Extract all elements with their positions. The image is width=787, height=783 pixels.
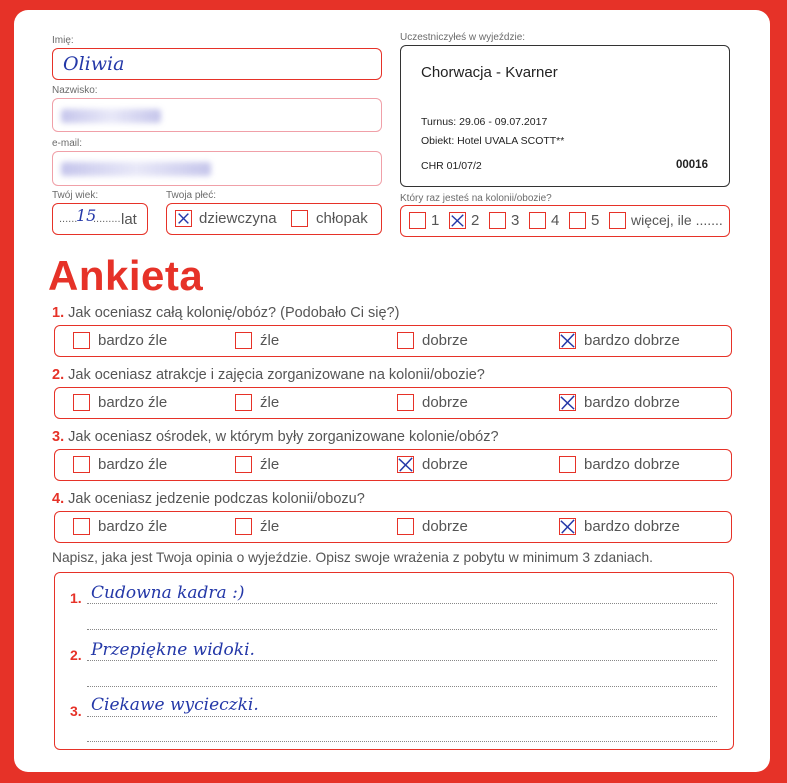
trip-obiekt: Obiekt: Hotel UVALA SCOTT** [421,135,565,147]
times-field [400,205,730,237]
trip-title: Chorwacja - Kvarner [421,64,558,81]
question-3-text [52,429,499,445]
times-3-label: 3 [511,212,520,229]
answer-3-number: 3. [70,703,82,719]
question-1-option-1-label: bardzo źle [98,332,168,349]
trip-turnus: Turnus: 29.06 - 09.07.2017 [421,116,548,128]
question-1-option-2-label: źle [260,332,280,349]
first-name-label: Imię: [52,35,74,46]
question-3-option-2-checkbox[interactable] [235,456,252,473]
trip-code: CHR 01/07/2 [421,160,482,172]
gender-boy-checkbox[interactable] [291,210,308,227]
question-3-option-1-label: bardzo źle [98,456,168,473]
age-unit: lat [121,211,137,228]
opinion-box[interactable] [54,572,734,750]
question-1-number: 1. [52,305,65,321]
trip-box [400,45,730,187]
question-3-options [54,449,732,481]
question-4-label: Jak oceniasz jedzenie podczas kolonii/obozu? [68,491,365,507]
email-field[interactable] [52,151,382,186]
check-mark-icon [560,519,575,534]
question-2-option-2-label: źle [260,394,280,411]
question-2-option-3-label: dobrze [422,394,468,411]
answer-line [87,660,717,661]
redacted-email [61,162,211,176]
check-mark-icon [560,333,575,348]
question-3-option-3-label: dobrze [422,456,468,473]
question-2-option-1-label: bardzo źle [98,394,168,411]
survey-heading: Ankieta [48,252,204,299]
question-1-label: Jak oceniasz całą kolonię/obóz? (Podobało Ci się?) [68,305,400,321]
redacted-last-name [61,109,161,123]
question-2-label: Jak oceniasz atrakcje i zajęcia zorganizowane na kolonii/obozie? [68,367,485,383]
question-2-text [52,367,485,383]
question-4-option-2-label: źle [260,518,280,535]
answer-line [87,716,717,717]
times-4-checkbox[interactable] [529,212,546,229]
answer-line [87,629,717,630]
question-1-option-3-label: dobrze [422,332,468,349]
question-4-option-3-label: dobrze [422,518,468,535]
question-4-option-1-label: bardzo źle [98,518,168,535]
question-2-option-3-checkbox[interactable] [397,394,414,411]
question-2-options [54,387,732,419]
age-dots-left: ...... [59,213,78,225]
gender-girl-checkbox[interactable] [175,210,192,227]
age-field[interactable] [52,203,148,235]
question-4-text [52,491,365,507]
question-3-option-2-label: źle [260,456,280,473]
question-2-option-1-checkbox[interactable] [73,394,90,411]
opinion-prompt: Napisz, jaka jest Twoja opinia o wyjeździe. Opisz swoje wrażenia z pobytu w minimum 3 zdaniach. [52,550,653,565]
question-2-number: 2. [52,367,65,383]
question-3-option-1-checkbox[interactable] [73,456,90,473]
trip-label: Uczestniczyłeś w wyjeździe: [400,32,526,43]
question-3-option-4-checkbox[interactable] [559,456,576,473]
last-name-field[interactable] [52,98,382,132]
question-3-number: 3. [52,429,65,445]
gender-girl-label: dziewczyna [199,210,277,227]
question-1-option-1-checkbox[interactable] [73,332,90,349]
question-1-text [52,305,399,321]
question-1-option-2-checkbox[interactable] [235,332,252,349]
question-3-option-4-label: bardzo dobrze [584,456,680,473]
answer-1-number: 1. [70,590,82,606]
email-label: e-mail: [52,138,83,149]
answer-1-text: Cudowna kadra :) [91,583,245,603]
age-label: Twój wiek: [52,190,99,201]
answer-2-number: 2. [70,647,82,663]
question-1-option-4-label: bardzo dobrze [584,332,680,349]
check-mark-icon [450,213,465,228]
survey-sheet [14,10,770,772]
times-more-checkbox[interactable] [609,212,626,229]
question-2-option-2-checkbox[interactable] [235,394,252,411]
gender-field [166,203,382,235]
times-3-checkbox[interactable] [489,212,506,229]
times-2-label: 2 [471,212,480,229]
gender-label: Twoja płeć: [166,190,217,201]
answer-3-text: Ciekawe wycieczki. [91,695,259,715]
question-4-number: 4. [52,491,65,507]
times-label: Który raz jesteś na kolonii/obozie? [400,193,552,204]
times-1-checkbox[interactable] [409,212,426,229]
times-5-checkbox[interactable] [569,212,586,229]
answer-line [87,603,717,604]
age-value: 15 [76,206,97,225]
times-2-checkbox[interactable] [449,212,466,229]
check-mark-icon [398,457,413,472]
times-5-label: 5 [591,212,600,229]
question-1-option-3-checkbox[interactable] [397,332,414,349]
check-mark-icon [560,395,575,410]
check-mark-icon [176,211,191,226]
question-1-option-4-checkbox[interactable] [559,332,576,349]
first-name-value: Oliwia [63,53,125,75]
question-1-options [54,325,732,357]
question-4-option-2-checkbox[interactable] [235,518,252,535]
last-name-label: Nazwisko: [52,85,98,96]
first-name-field[interactable] [52,48,382,80]
question-3-option-3-checkbox[interactable] [397,456,414,473]
answer-line [87,741,717,742]
times-4-label: 4 [551,212,560,229]
gender-boy-label: chłopak [316,210,368,227]
question-4-options [54,511,732,543]
question-4-option-4-label: bardzo dobrze [584,518,680,535]
answer-2-text: Przepiękne widoki. [91,640,255,660]
answer-line [87,686,717,687]
question-2-option-4-label: bardzo dobrze [584,394,680,411]
times-more-label: więcej, ile ....... [631,212,723,228]
question-4-option-3-checkbox[interactable] [397,518,414,535]
question-4-option-1-checkbox[interactable] [73,518,90,535]
question-4-option-4-checkbox[interactable] [559,518,576,535]
question-2-option-4-checkbox[interactable] [559,394,576,411]
question-3-label: Jak oceniasz ośrodek, w którym były zorganizowane kolonie/obóz? [68,429,499,445]
age-dots-right: ......... [93,213,121,225]
times-1-label: 1 [431,212,440,229]
trip-number: 00016 [676,159,708,171]
